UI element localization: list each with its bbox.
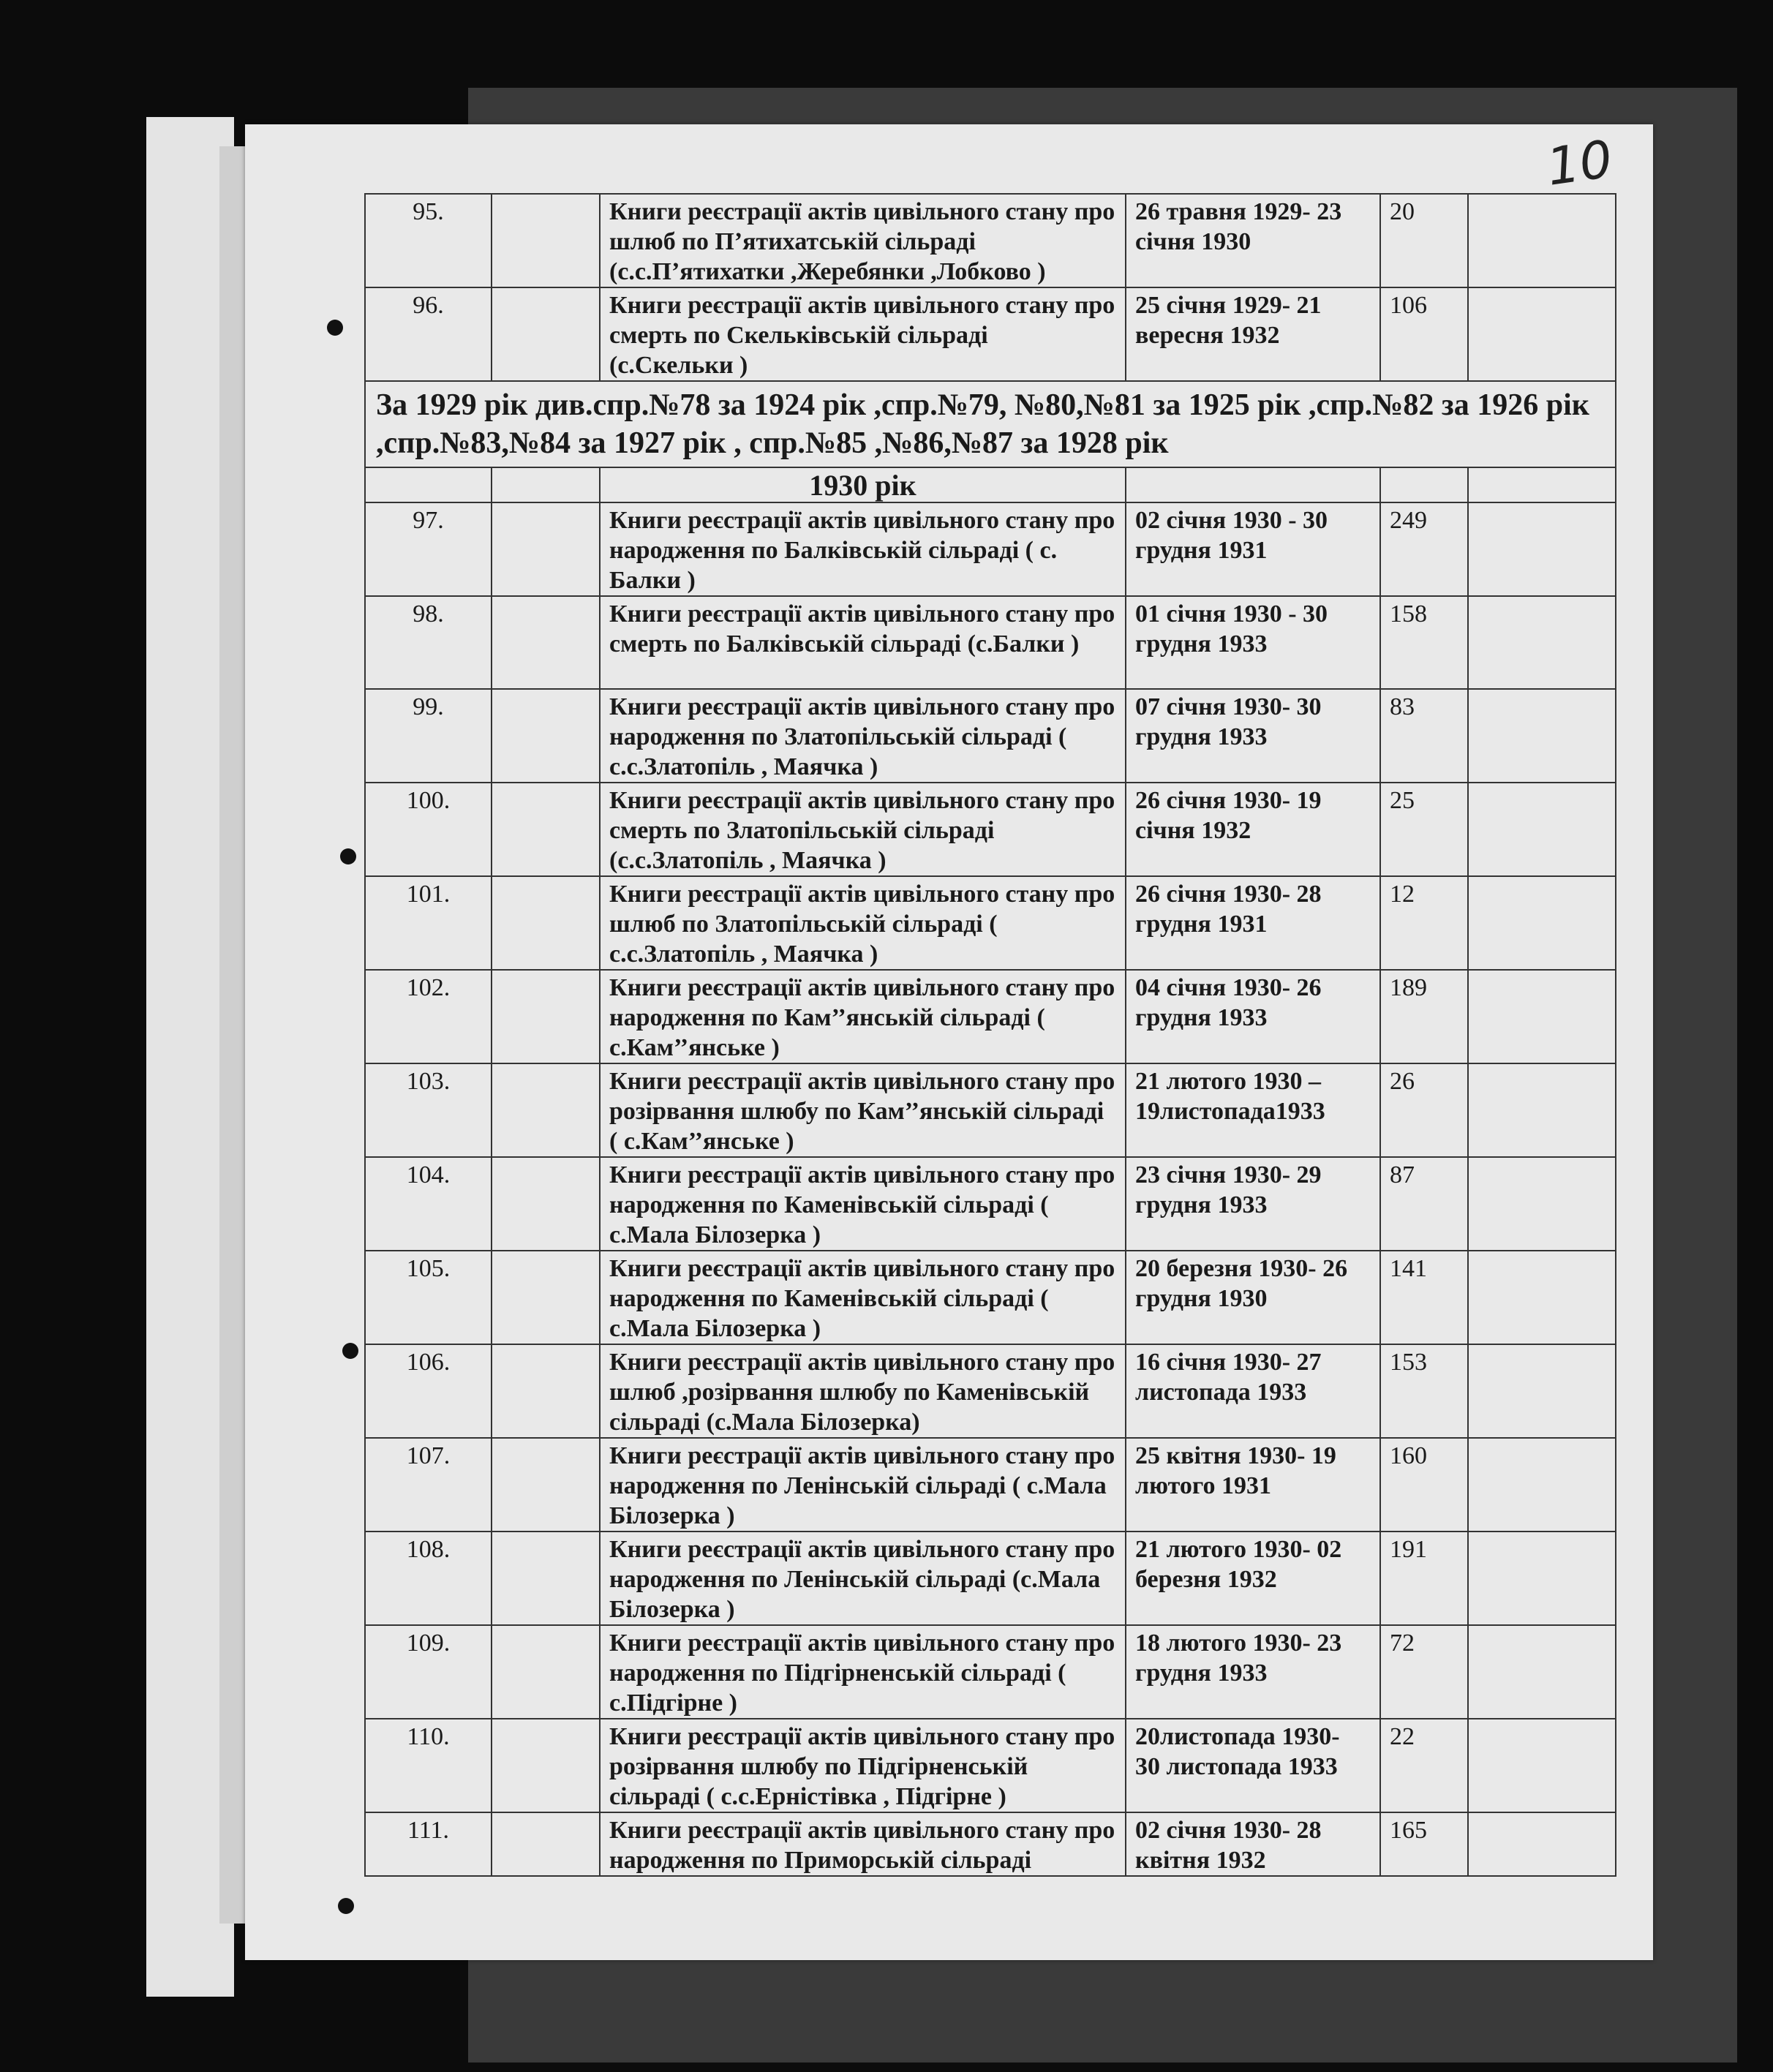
- empty-cell: [1468, 467, 1616, 502]
- item-title: Книги реєстрації актів цивільного стану про розірвання шлюбу по Кам’’янській сільраді ( с.Кам’’янське ): [600, 1063, 1126, 1157]
- item-title: Книги реєстрації актів цивільного стану про смерть по Балківській сільраді (с.Балки ): [600, 596, 1126, 689]
- item-sheet-count: 160: [1380, 1438, 1468, 1532]
- punch-hole: [342, 1343, 358, 1359]
- table-row: [365, 1625, 1616, 1719]
- item-sheet-count: 20: [1380, 194, 1468, 287]
- item-title: Книги реєстрації актів цивільного стану про смерть по Скельківській сільраді (с.Скельки ): [600, 287, 1126, 381]
- index-cell: [492, 194, 600, 287]
- item-title: Книги реєстрації актів цивільного стану про народження по Златопільській сільраді ( с.с.Златопіль , Маячка ): [600, 689, 1126, 783]
- item-number: 110.: [365, 1719, 492, 1812]
- table-row: [365, 1532, 1616, 1625]
- notes-cell: [1468, 783, 1616, 876]
- table-row: [365, 1063, 1616, 1157]
- item-number: 105.: [365, 1251, 492, 1344]
- item-title: Книги реєстрації актів цивільного стану про народження по Приморській сільраді: [600, 1812, 1126, 1876]
- item-number: 102.: [365, 970, 492, 1063]
- item-title: Книги реєстрації актів цивільного стану про народження по Кам’’янській сільраді ( с.Кам’’янське ): [600, 970, 1126, 1063]
- punch-hole: [327, 320, 343, 336]
- index-cell: [492, 502, 600, 596]
- item-dates: 16 січня 1930- 27 листопада 1933: [1126, 1344, 1380, 1438]
- table-row: [365, 1344, 1616, 1438]
- year-heading-row: [365, 467, 1616, 502]
- table-row: [365, 876, 1616, 970]
- item-dates: 26 травня 1929- 23 січня 1930: [1126, 194, 1380, 287]
- item-sheet-count: 25: [1380, 783, 1468, 876]
- item-sheet-count: 106: [1380, 287, 1468, 381]
- item-dates: 01 січня 1930 - 30 грудня 1933: [1126, 596, 1380, 689]
- index-cell: [492, 1063, 600, 1157]
- item-number: 103.: [365, 1063, 492, 1157]
- table-row: [365, 1719, 1616, 1812]
- item-dates: 26 січня 1930- 28 грудня 1931: [1126, 876, 1380, 970]
- item-number: 106.: [365, 1344, 492, 1438]
- rows-before: [365, 194, 1616, 381]
- item-sheet-count: 158: [1380, 596, 1468, 689]
- item-sheet-count: 165: [1380, 1812, 1468, 1876]
- register-table: [364, 193, 1616, 1877]
- punch-hole: [340, 848, 356, 864]
- item-number: 97.: [365, 502, 492, 596]
- item-number: 96.: [365, 287, 492, 381]
- item-dates: 25 січня 1929- 21 вересня 1932: [1126, 287, 1380, 381]
- notes-cell: [1468, 1812, 1616, 1876]
- notes-cell: [1468, 689, 1616, 783]
- note-section: [365, 381, 1616, 502]
- item-number: 111.: [365, 1812, 492, 1876]
- item-sheet-count: 26: [1380, 1063, 1468, 1157]
- item-number: 95.: [365, 194, 492, 287]
- item-dates: 18 лютого 1930- 23 грудня 1933: [1126, 1625, 1380, 1719]
- item-number: 100.: [365, 783, 492, 876]
- item-sheet-count: 191: [1380, 1532, 1468, 1625]
- item-title: Книги реєстрації актів цивільного стану про народження по Ленінській сільраді ( с.Мала Білозерка ): [600, 1438, 1126, 1532]
- item-title: Книги реєстрації актів цивільного стану про народження по Підгірненській сільраді ( с.Підгірне ): [600, 1625, 1126, 1719]
- empty-cell: [1380, 467, 1468, 502]
- item-sheet-count: 22: [1380, 1719, 1468, 1812]
- item-title: Книги реєстрації актів цивільного стану про шлюб ,розірвання шлюбу по Каменівській сільраді (с.Мала Білозерка): [600, 1344, 1126, 1438]
- notes-cell: [1468, 287, 1616, 381]
- notes-cell: [1468, 502, 1616, 596]
- index-cell: [492, 970, 600, 1063]
- item-number: 98.: [365, 596, 492, 689]
- item-number: 108.: [365, 1532, 492, 1625]
- index-cell: [492, 1344, 600, 1438]
- index-cell: [492, 1532, 600, 1625]
- item-dates: 02 січня 1930- 28 квітня 1932: [1126, 1812, 1380, 1876]
- table-row: [365, 1251, 1616, 1344]
- item-title: Книги реєстрації актів цивільного стану про народження по Каменівській сільраді ( с.Мала Білозерка ): [600, 1251, 1126, 1344]
- notes-cell: [1468, 194, 1616, 287]
- item-sheet-count: 72: [1380, 1625, 1468, 1719]
- index-cell: [492, 1438, 600, 1532]
- index-cell: [492, 1625, 600, 1719]
- notes-cell: [1468, 876, 1616, 970]
- index-cell: [492, 783, 600, 876]
- item-dates: 21 лютого 1930- 02 березня 1932: [1126, 1532, 1380, 1625]
- notes-cell: [1468, 1532, 1616, 1625]
- item-title: Книги реєстрації актів цивільного стану про народження по Балківській сільраді ( с. Балки ): [600, 502, 1126, 596]
- note-row: [365, 381, 1616, 467]
- table-row: [365, 1157, 1616, 1251]
- item-title: Книги реєстрації актів цивільного стану про смерть по Златопільській сільраді (с.с.Златопіль , Маячка ): [600, 783, 1126, 876]
- item-dates: 20листопада 1930- 30 листопада 1933: [1126, 1719, 1380, 1812]
- page-number: 10: [1543, 129, 1616, 197]
- cross-reference-note: За 1929 рік див.спр.№78 за 1924 рік ,спр.№79, №80,№81 за 1925 рік ,спр.№82 за 1926 рік ,спр.№83,№84 за 1927 рік , спр.№85 ,№86,№87 за 1928 рік: [365, 381, 1616, 467]
- index-cell: [492, 1812, 600, 1876]
- notes-cell: [1468, 1344, 1616, 1438]
- punch-hole: [338, 1898, 354, 1914]
- notes-cell: [1468, 1063, 1616, 1157]
- item-number: 104.: [365, 1157, 492, 1251]
- table-row: [365, 970, 1616, 1063]
- table-row: [365, 502, 1616, 596]
- notes-cell: [1468, 1625, 1616, 1719]
- table-row: [365, 1812, 1616, 1876]
- table-row: [365, 596, 1616, 689]
- item-dates: 07 січня 1930- 30 грудня 1933: [1126, 689, 1380, 783]
- index-cell: [492, 1719, 600, 1812]
- index-cell: [492, 689, 600, 783]
- empty-cell: [492, 467, 600, 502]
- item-sheet-count: 189: [1380, 970, 1468, 1063]
- item-number: 101.: [365, 876, 492, 970]
- item-sheet-count: 141: [1380, 1251, 1468, 1344]
- table-row: [365, 1438, 1616, 1532]
- item-sheet-count: 87: [1380, 1157, 1468, 1251]
- index-cell: [492, 1157, 600, 1251]
- table-row: [365, 689, 1616, 783]
- item-sheet-count: 153: [1380, 1344, 1468, 1438]
- item-dates: 02 січня 1930 - 30 грудня 1931: [1126, 502, 1380, 596]
- item-dates: 21 лютого 1930 – 19листопада1933: [1126, 1063, 1380, 1157]
- year-heading: 1930 рік: [600, 467, 1126, 502]
- empty-cell: [1126, 467, 1380, 502]
- table-row: [365, 783, 1616, 876]
- item-dates: 20 березня 1930- 26 грудня 1930: [1126, 1251, 1380, 1344]
- notes-cell: [1468, 1251, 1616, 1344]
- index-cell: [492, 1251, 600, 1344]
- item-title: Книги реєстрації актів цивільного стану про народження по Ленінській сільраді (с.Мала Білозерка ): [600, 1532, 1126, 1625]
- item-number: 109.: [365, 1625, 492, 1719]
- index-cell: [492, 287, 600, 381]
- notes-cell: [1468, 1438, 1616, 1532]
- item-title: Книги реєстрації актів цивільного стану про народження по Каменівській сільраді ( с.Мала Білозерка ): [600, 1157, 1126, 1251]
- item-sheet-count: 83: [1380, 689, 1468, 783]
- item-dates: 25 квітня 1930- 19 лютого 1931: [1126, 1438, 1380, 1532]
- notes-cell: [1468, 1157, 1616, 1251]
- notes-cell: [1468, 596, 1616, 689]
- index-cell: [492, 596, 600, 689]
- item-title: Книги реєстрації актів цивільного стану про шлюб по Златопільській сільраді ( с.с.Златопіль , Маячка ): [600, 876, 1126, 970]
- item-dates: 23 січня 1930- 29 грудня 1933: [1126, 1157, 1380, 1251]
- empty-cell: [365, 467, 492, 502]
- item-title: Книги реєстрації актів цивільного стану про шлюб по Пʼятихатській сільраді (с.с.Пʼятихатки ,Жеребянки ,Лобково ): [600, 194, 1126, 287]
- index-cell: [492, 876, 600, 970]
- table-row: [365, 194, 1616, 287]
- item-number: 107.: [365, 1438, 492, 1532]
- item-dates: 26 січня 1930- 19 січня 1932: [1126, 783, 1380, 876]
- item-sheet-count: 12: [1380, 876, 1468, 970]
- notes-cell: [1468, 970, 1616, 1063]
- rows-after: [365, 502, 1616, 1876]
- notes-cell: [1468, 1719, 1616, 1812]
- item-sheet-count: 249: [1380, 502, 1468, 596]
- item-title: Книги реєстрації актів цивільного стану про розірвання шлюбу по Підгірненській сільраді ( с.с.Ерністівка , Підгірне ): [600, 1719, 1126, 1812]
- item-dates: 04 січня 1930- 26 грудня 1933: [1126, 970, 1380, 1063]
- item-number: 99.: [365, 689, 492, 783]
- table-row: [365, 287, 1616, 381]
